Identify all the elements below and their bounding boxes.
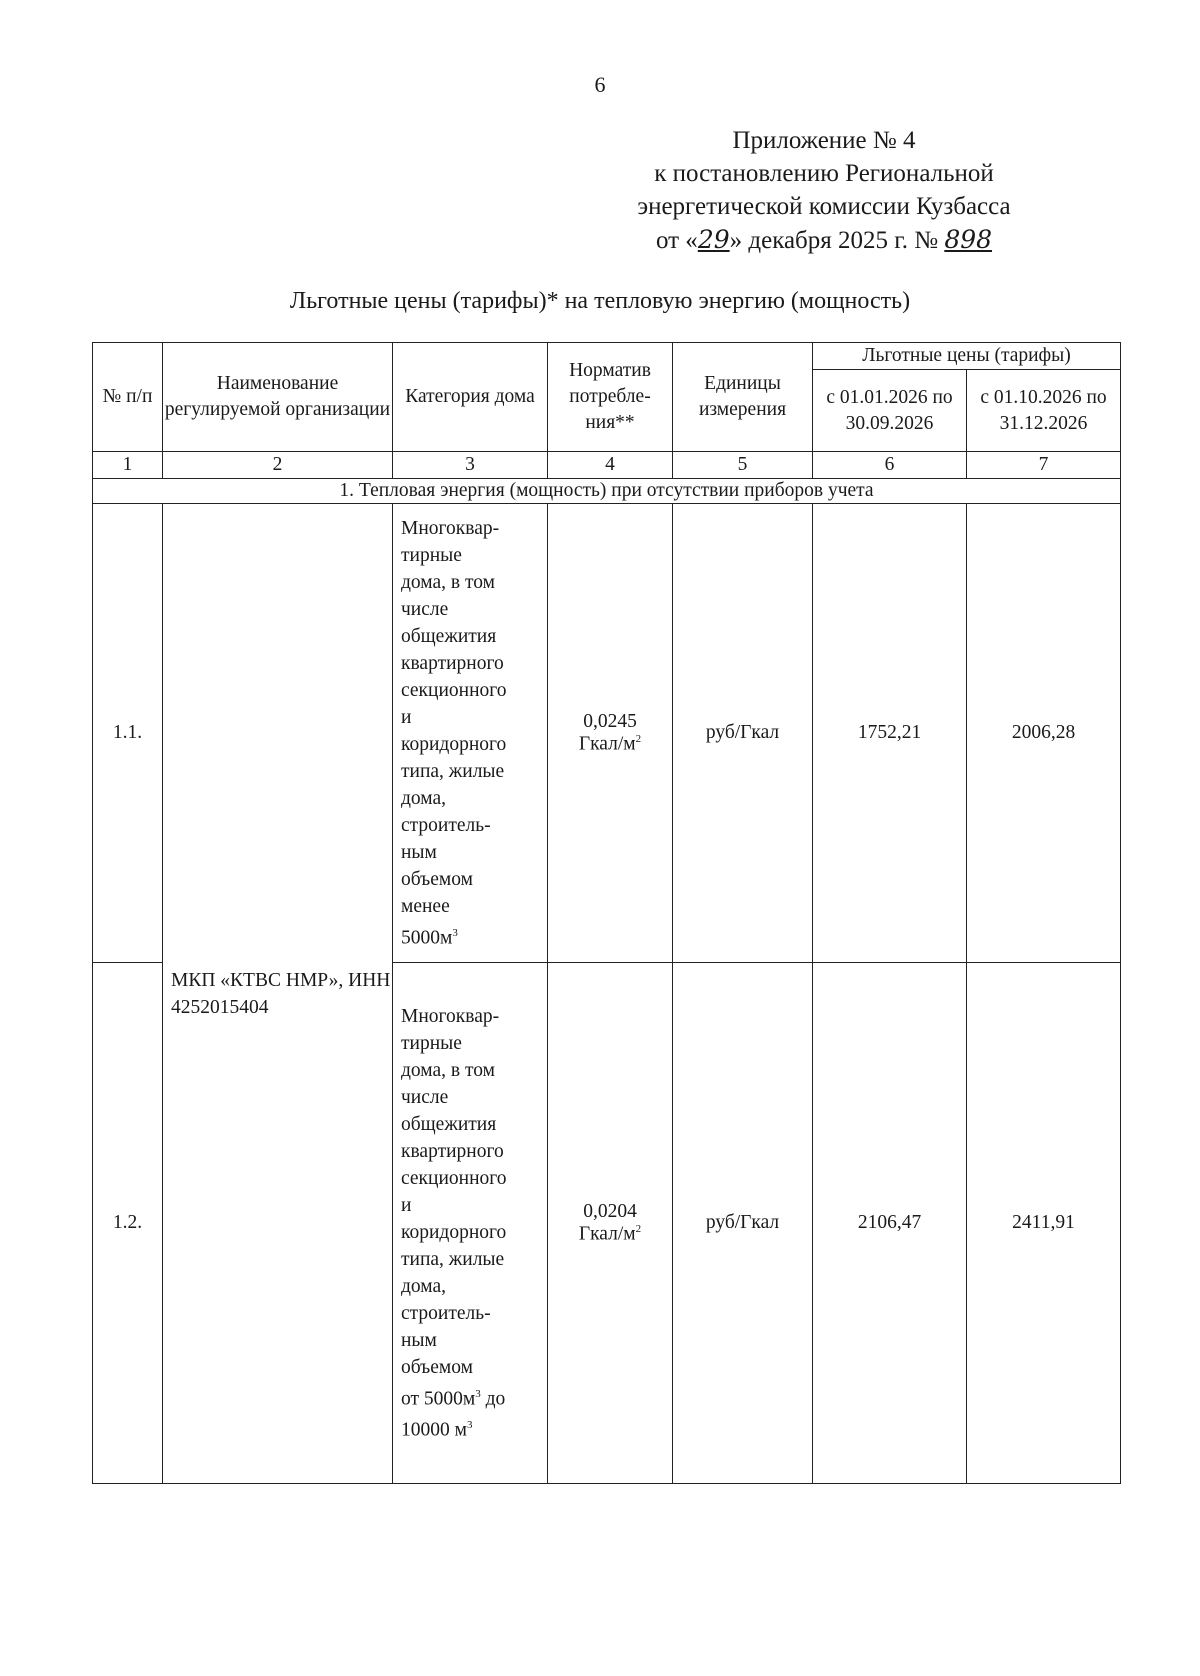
norm-value: 0,0204 xyxy=(583,1200,637,1222)
date-prefix: от « xyxy=(655,227,698,254)
col-number-7: 7 xyxy=(967,452,1121,479)
norm-value: 0,0245 xyxy=(583,710,637,732)
category-volume: 5000м xyxy=(401,927,453,949)
appendix-line-3: энергетической комиссии Кузбасса xyxy=(637,193,1011,220)
category-volume-from: от 5000м xyxy=(401,1388,476,1409)
row-1-units: руб/Гкал xyxy=(673,504,813,963)
category-line: строитель- xyxy=(401,1302,491,1324)
category-line: менее xyxy=(401,895,450,917)
handwritten-day: 29 xyxy=(697,225,730,254)
category-line: типа, жилые xyxy=(401,1248,505,1270)
header-norm: Норматив потребле-ния** xyxy=(548,343,673,452)
appendix-header xyxy=(604,124,1044,257)
row-2-units: руб/Гкал xyxy=(673,963,813,1484)
row-2-price-1: 2106,47 xyxy=(813,963,967,1484)
category-line: числе xyxy=(401,598,449,620)
category-volume-max: 10000 м xyxy=(401,1419,467,1441)
category-line: дома, xyxy=(401,787,447,809)
category-line: коридорного xyxy=(401,1221,507,1243)
appendix-line-1: Приложение № 4 xyxy=(732,127,916,154)
col-number-5: 5 xyxy=(673,452,813,479)
header-category: Категория дома xyxy=(393,343,548,452)
category-line: дома, в том xyxy=(401,1059,495,1081)
category-line: ным xyxy=(401,841,437,863)
category-line: 10000 $м^3$ xyxy=(401,1419,473,1441)
col-number-2: 2 xyxy=(163,452,393,479)
category-line: и xyxy=(401,1194,412,1216)
category-line: квартирного xyxy=(401,652,504,674)
category-line: секционного xyxy=(401,1167,507,1189)
category-line: тирные xyxy=(401,544,462,566)
row-1-category xyxy=(393,504,548,963)
category-line: общежития xyxy=(401,1113,497,1135)
row-2-num: 1.2. xyxy=(93,963,163,1484)
header-period-2: с 01.10.2026 по 31.12.2026 xyxy=(967,370,1121,452)
category-line: и xyxy=(401,706,412,728)
category-line: общежития xyxy=(401,625,497,647)
appendix-line-2: к постановлению Региональной xyxy=(654,160,994,187)
header-org: Наименование регулируемой организации xyxy=(163,343,393,452)
category-line: типа, жилые xyxy=(401,760,505,782)
category-line: коридорного xyxy=(401,733,507,755)
col-number-6: 6 xyxy=(813,452,967,479)
row-2-category xyxy=(393,963,548,1484)
header-period-1: с 01.01.2026 по 30.09.2026 xyxy=(813,370,967,452)
header-num: № п/п xyxy=(93,343,163,452)
page-number: 6 xyxy=(594,72,606,97)
row-1-num: 1.1. xyxy=(93,504,163,963)
date-middle: » декабря 2025 г. № xyxy=(729,227,939,254)
row-1-price-1: 1752,21 xyxy=(813,504,967,963)
category-line: $5000м^3$ xyxy=(401,926,458,949)
section-heading: 1. Тепловая энергия (мощность) при отсутствии приборов учета xyxy=(93,479,1121,504)
row-1-norm xyxy=(548,504,673,963)
tariff-table xyxy=(92,342,1121,1484)
document-title: Льготные цены (тарифы)* на тепловую энергию (мощность) xyxy=(289,288,911,314)
org-name: МКП «КТВС НМР», ИНН 4252015404 xyxy=(163,504,393,1484)
category-volume-to: до xyxy=(480,1388,506,1409)
row-2-price-2: 2411,91 xyxy=(967,963,1121,1484)
norm-unit: Гкал/$м^2$ xyxy=(578,1222,642,1245)
row-1-price-2: 2006,28 xyxy=(967,504,1121,963)
category-line: дома, в том xyxy=(401,571,495,593)
row-2-norm xyxy=(548,963,673,1484)
category-line: от $5000м^3$ до xyxy=(401,1387,506,1409)
category-line: ным xyxy=(401,1329,437,1351)
category-line: Многоквар- xyxy=(401,1005,500,1027)
header-prices: Льготные цены (тарифы) xyxy=(813,343,1121,370)
category-line: Многоквар- xyxy=(401,517,500,539)
category-line: квартирного xyxy=(401,1140,504,1162)
category-line: тирные xyxy=(401,1032,462,1054)
category-line: дома, xyxy=(401,1275,447,1297)
category-line: объемом xyxy=(401,1356,473,1378)
col-number-3: 3 xyxy=(393,452,548,479)
category-line: объемом xyxy=(401,868,473,890)
category-line: строитель- xyxy=(401,814,491,836)
col-number-4: 4 xyxy=(548,452,673,479)
header-units: Единицы измерения xyxy=(673,343,813,452)
handwritten-number: 898 xyxy=(944,225,993,254)
col-number-1: 1 xyxy=(93,452,163,479)
category-line: числе xyxy=(401,1086,449,1108)
appendix-date-line xyxy=(604,223,1044,257)
category-line: секционного xyxy=(401,679,507,701)
norm-unit: Гкал/$м^2$ xyxy=(578,732,642,755)
